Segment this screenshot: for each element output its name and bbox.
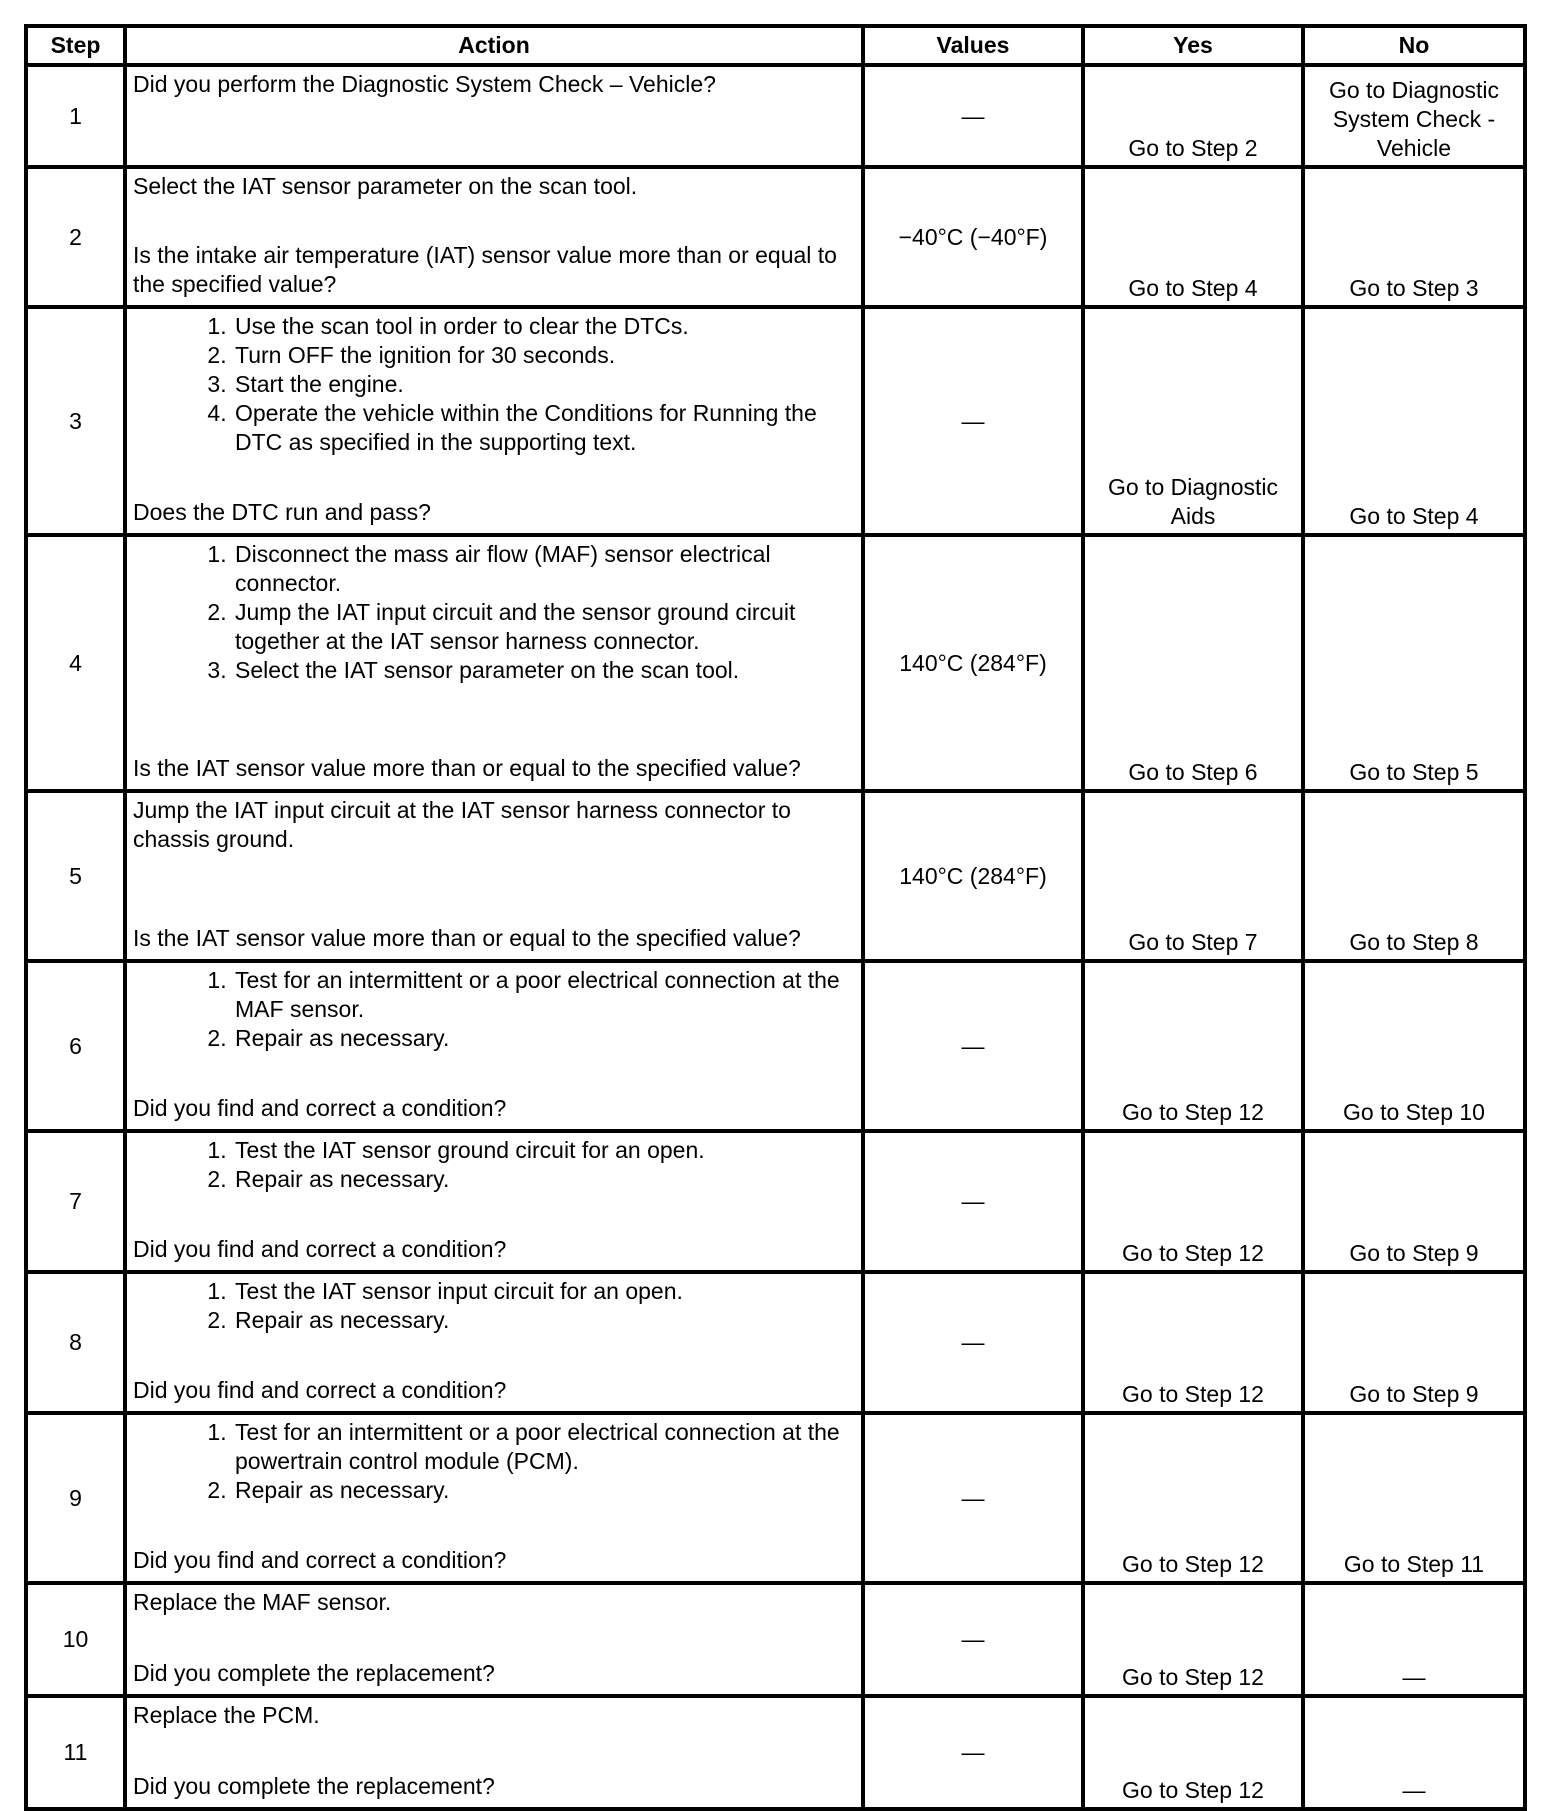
no-cell: Go to Step 11 bbox=[1303, 1413, 1525, 1583]
action-intro: Replace the MAF sensor. bbox=[133, 1589, 392, 1615]
action-step-item: 1. Test the IAT sensor input circuit for an open. bbox=[233, 1277, 855, 1306]
step-number: 4 bbox=[26, 535, 125, 791]
action-question: Is the IAT sensor value more than or equal to the specified value? bbox=[133, 925, 801, 951]
action-question: Did you find and correct a condition? bbox=[133, 1236, 507, 1262]
action-cell bbox=[125, 1696, 863, 1809]
no-cell: — bbox=[1303, 1583, 1525, 1696]
no-cell: Go to Step 8 bbox=[1303, 791, 1525, 961]
action-step-item: 1. Disconnect the mass air flow (MAF) sensor electrical connector. bbox=[233, 540, 855, 598]
action-intro: Did you perform the Diagnostic System Check – Vehicle? bbox=[133, 71, 716, 97]
value-cell: — bbox=[863, 1583, 1083, 1696]
action-step-item: 1. Test the IAT sensor ground circuit for an open. bbox=[233, 1136, 855, 1165]
action-step-item: 1. Use the scan tool in order to clear the DTCs. bbox=[233, 312, 855, 341]
step-number: 2 bbox=[26, 167, 125, 307]
action-cell bbox=[125, 791, 863, 961]
table-row bbox=[26, 167, 1525, 307]
value-cell: −40°C (−40°F) bbox=[863, 167, 1083, 307]
yes-cell: Go to Step 7 bbox=[1083, 791, 1303, 961]
value-cell: — bbox=[863, 307, 1083, 535]
action-step-item: 2. Repair as necessary. bbox=[233, 1476, 855, 1505]
value-cell: — bbox=[863, 65, 1083, 167]
step-number: 8 bbox=[26, 1272, 125, 1413]
action-question: Did you find and correct a condition? bbox=[133, 1095, 507, 1121]
table-row bbox=[26, 791, 1525, 961]
action-step-item: 3. Start the engine. bbox=[233, 370, 855, 399]
action-step-item: 2. Repair as necessary. bbox=[233, 1306, 855, 1335]
action-cell bbox=[125, 65, 863, 167]
action-cell bbox=[125, 1413, 863, 1583]
table-row bbox=[26, 1583, 1525, 1696]
action-step-item: 1. Test for an intermittent or a poor electrical connection at the MAF sensor. bbox=[233, 966, 855, 1024]
yes-cell: Go to Step 12 bbox=[1083, 1131, 1303, 1272]
no-cell: — bbox=[1303, 1696, 1525, 1809]
header-yes: Yes bbox=[1083, 26, 1303, 65]
action-step-item: 2. Repair as necessary. bbox=[233, 1024, 855, 1053]
yes-cell: Go to Diagnostic Aids bbox=[1083, 307, 1303, 535]
value-cell: 140°C (284°F) bbox=[863, 535, 1083, 791]
yes-cell: Go to Step 4 bbox=[1083, 167, 1303, 307]
action-intro: Replace the PCM. bbox=[133, 1702, 320, 1728]
action-cell bbox=[125, 535, 863, 791]
yes-cell: Go to Step 12 bbox=[1083, 1583, 1303, 1696]
value-cell: — bbox=[863, 961, 1083, 1131]
no-cell: Go to Step 4 bbox=[1303, 307, 1525, 535]
action-steps-list bbox=[133, 540, 855, 685]
no-cell: Go to Step 5 bbox=[1303, 535, 1525, 791]
action-step-item: 2. Repair as necessary. bbox=[233, 1165, 855, 1194]
action-step-item: 4. Operate the vehicle within the Conditions for Running the DTC as specified in the supporting text. bbox=[233, 399, 855, 457]
action-cell bbox=[125, 307, 863, 535]
table-row bbox=[26, 535, 1525, 791]
action-step-item: 2. Turn OFF the ignition for 30 seconds. bbox=[233, 341, 855, 370]
action-question: Did you complete the replacement? bbox=[133, 1660, 495, 1686]
action-question: Is the intake air temperature (IAT) sensor value more than or equal to the specified value? bbox=[133, 242, 837, 297]
header-step: Step bbox=[26, 26, 125, 65]
value-cell: 140°C (284°F) bbox=[863, 791, 1083, 961]
header-values: Values bbox=[863, 26, 1083, 65]
action-question: Did you complete the replacement? bbox=[133, 1773, 495, 1799]
step-number: 3 bbox=[26, 307, 125, 535]
step-number: 9 bbox=[26, 1413, 125, 1583]
step-number: 10 bbox=[26, 1583, 125, 1696]
step-number: 5 bbox=[26, 791, 125, 961]
step-number: 11 bbox=[26, 1696, 125, 1809]
action-steps-list bbox=[133, 966, 855, 1053]
action-cell bbox=[125, 1583, 863, 1696]
action-steps-list bbox=[133, 1418, 855, 1505]
action-cell bbox=[125, 1272, 863, 1413]
action-step-item: 2. Jump the IAT input circuit and the sensor ground circuit together at the IAT sensor harness connector. bbox=[233, 598, 855, 656]
yes-cell: Go to Step 2 bbox=[1083, 65, 1303, 167]
header-action: Action bbox=[125, 26, 863, 65]
step-number: 1 bbox=[26, 65, 125, 167]
table-row bbox=[26, 1131, 1525, 1272]
yes-cell: Go to Step 12 bbox=[1083, 1272, 1303, 1413]
action-intro: Select the IAT sensor parameter on the scan tool. bbox=[133, 173, 638, 199]
table-row bbox=[26, 961, 1525, 1131]
action-steps-list bbox=[133, 1136, 855, 1194]
action-cell bbox=[125, 1131, 863, 1272]
action-step-item: 1. Test for an intermittent or a poor electrical connection at the powertrain control module (PCM). bbox=[233, 1418, 855, 1476]
action-question: Did you find and correct a condition? bbox=[133, 1547, 507, 1573]
action-intro: Jump the IAT input circuit at the IAT sensor harness connector to chassis ground. bbox=[133, 797, 791, 852]
header-row bbox=[26, 26, 1525, 65]
no-cell: Go to Step 9 bbox=[1303, 1131, 1525, 1272]
table-row bbox=[26, 65, 1525, 167]
diagnostic-table bbox=[24, 24, 1527, 1811]
value-cell: — bbox=[863, 1131, 1083, 1272]
value-cell: — bbox=[863, 1413, 1083, 1583]
yes-cell: Go to Step 12 bbox=[1083, 1696, 1303, 1809]
no-cell: Go to Step 10 bbox=[1303, 961, 1525, 1131]
yes-cell: Go to Step 12 bbox=[1083, 961, 1303, 1131]
action-question: Did you find and correct a condition? bbox=[133, 1377, 507, 1403]
action-cell bbox=[125, 961, 863, 1131]
table-row bbox=[26, 1272, 1525, 1413]
action-question: Is the IAT sensor value more than or equal to the specified value? bbox=[133, 755, 801, 781]
no-cell: Go to Step 9 bbox=[1303, 1272, 1525, 1413]
value-cell: — bbox=[863, 1696, 1083, 1809]
action-cell bbox=[125, 167, 863, 307]
yes-cell: Go to Step 6 bbox=[1083, 535, 1303, 791]
step-number: 7 bbox=[26, 1131, 125, 1272]
action-steps-list bbox=[133, 312, 855, 457]
yes-cell: Go to Step 12 bbox=[1083, 1413, 1303, 1583]
header-no: No bbox=[1303, 26, 1525, 65]
action-step-item: 3. Select the IAT sensor parameter on the scan tool. bbox=[233, 656, 855, 685]
step-number: 6 bbox=[26, 961, 125, 1131]
table-row bbox=[26, 1696, 1525, 1809]
no-cell: Go to Step 3 bbox=[1303, 167, 1525, 307]
table-row bbox=[26, 1413, 1525, 1583]
action-question: Does the DTC run and pass? bbox=[133, 499, 431, 525]
action-steps-list bbox=[133, 1277, 855, 1335]
value-cell: — bbox=[863, 1272, 1083, 1413]
no-cell: Go to Diagnostic System Check - Vehicle bbox=[1303, 65, 1525, 167]
table-row bbox=[26, 307, 1525, 535]
